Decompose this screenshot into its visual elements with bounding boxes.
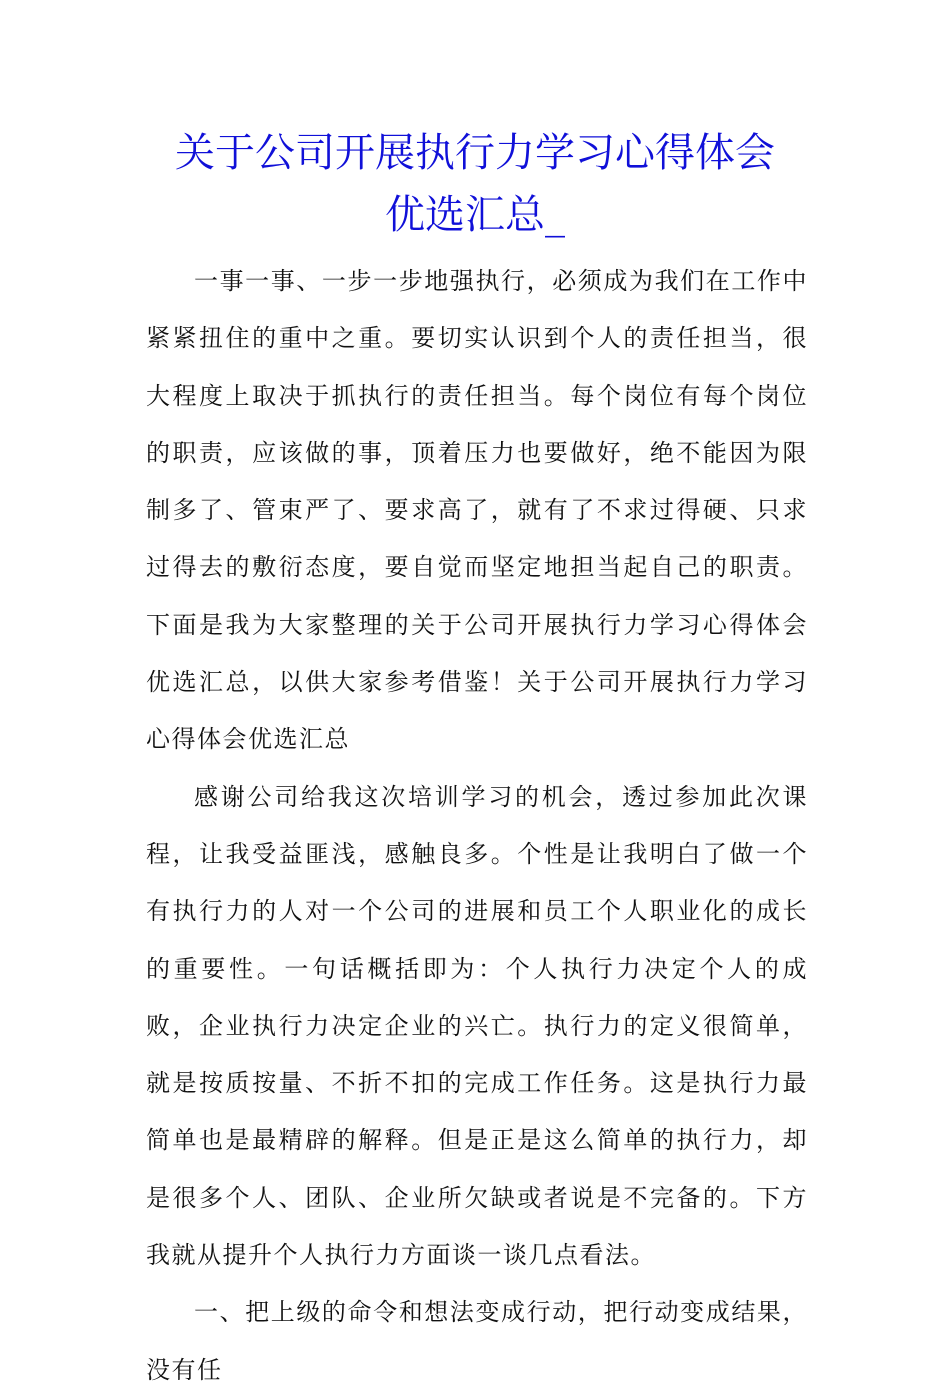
paragraph-point-one: 一、把上级的命令和想法变成行动，把行动变成结果，没有任 (146, 1298, 808, 1384)
document-body (146, 253, 808, 1399)
document-title (120, 122, 830, 246)
paragraph-thanks: 感谢公司给我这次培训学习的机会，透过参加此次课程，让我受益匪浅，感触良多。个性是让我明白了做一个有执行力的人对一个公司的进展和员工个人职业化的成长的重要性。一句话概括即为：个人执行力决定个人的成败，企业执行力决定企业的兴亡。执行力的定义很简单，就是按质按量、不折不扣的完成工作任务。这是执行力最简单也是最精辟的解释。但是正是这么简单的执行力，却是很多个人、团队、企业所欠缺或者说是不完备的。下方我就从提升个人执行力方面谈一谈几点看法。 (146, 782, 808, 1270)
title-line-1: 关于公司开展执行力学习心得体会 (175, 130, 775, 176)
title-line-2: 优选汇总_ (385, 192, 565, 238)
paragraph-intro: 一事一事、一步一步地强执行，必须成为我们在工作中紧紧扭住的重中之重。要切实认识到个人的责任担当，很大程度上取决于抓执行的责任担当。每个岗位有每个岗位的职责，应该做的事，顶着压力也要做好，绝不能因为限制多了、管束严了、要求高了，就有了不求过得硬、只求过得去的敷衍态度，要自觉而坚定地担当起自己的职责。下面是我为大家整理的关于公司开展执行力学习心得体会优选汇总，以供大家参考借鉴！关于公司开展执行力学习心得体会优选汇总 (146, 267, 808, 754)
